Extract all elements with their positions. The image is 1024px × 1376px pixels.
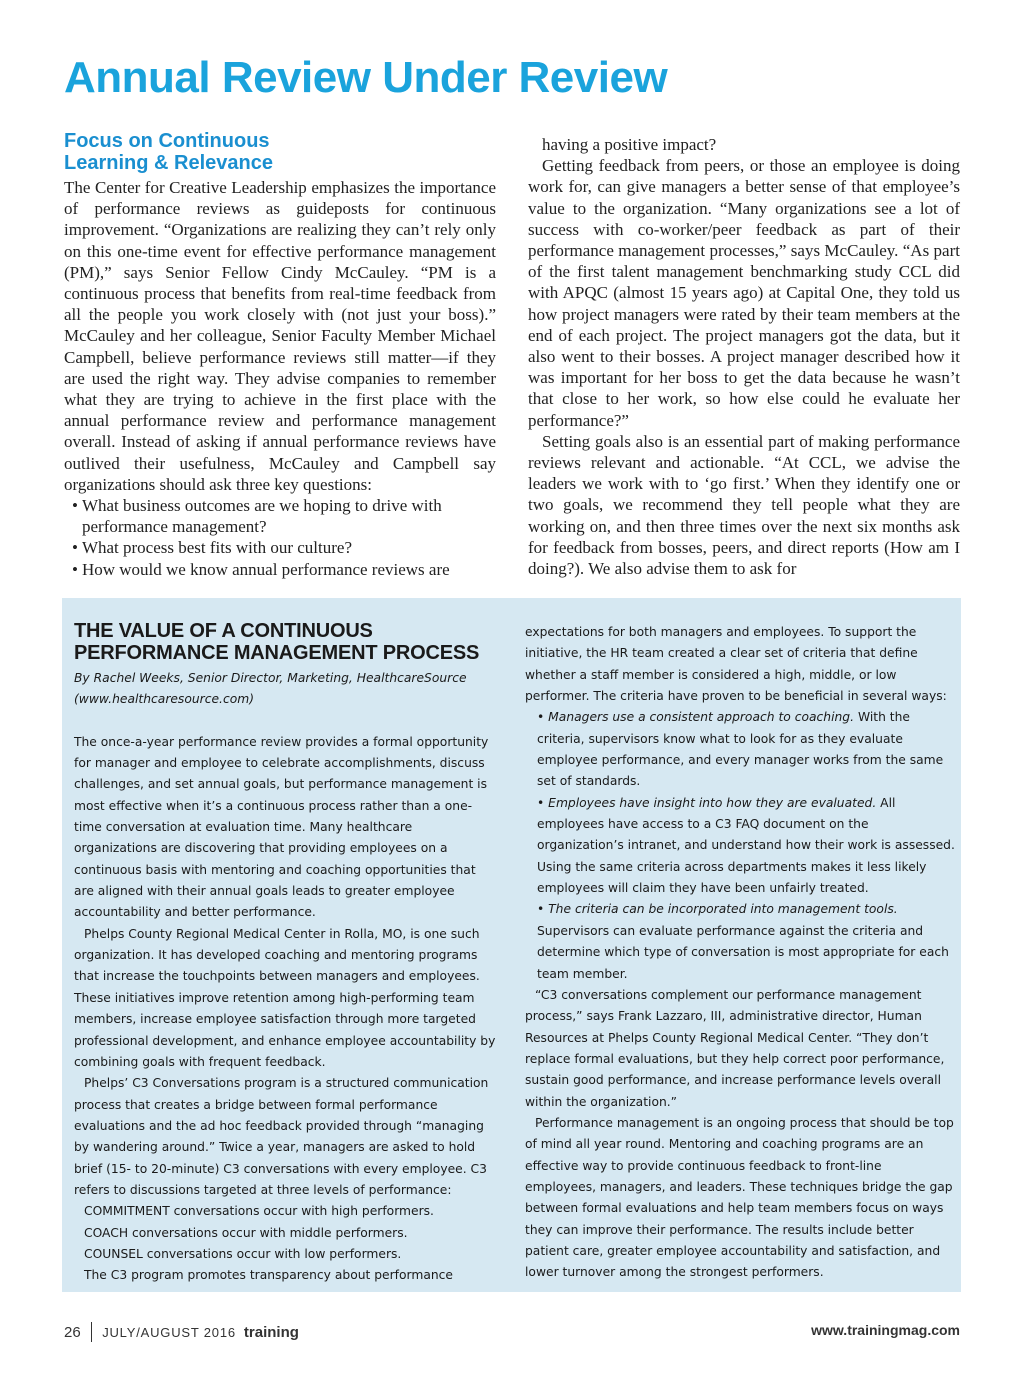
c3-item: COUNSEL conversations occur with low performers.: [84, 1246, 402, 1261]
article-right-column: [528, 134, 960, 579]
sidebar-left-column: [74, 620, 498, 1287]
issue-date: JULY/AUGUST 2016: [102, 1324, 236, 1340]
benefit-bullet: • The criteria can be incorporated into management tools. Supervisors can evaluate performance against the criteria and determine which type of conversation is most appropriate for each team member.: [537, 902, 949, 981]
key-questions-list: [64, 495, 496, 580]
question-item: • How would we know annual performance reviews are: [64, 559, 496, 580]
benefit-title: The criteria can be incorporated into management tools.: [548, 902, 898, 917]
sidebar-paragraph: expectations for both managers and employees. To support the initiative, the HR team created a clear set of criteria that define whether a staff member is considered a high, middle, or low performer. The criteria have proven to be beneficial in several ways:: [525, 625, 947, 704]
sidebar-paragraph: Phelps’ C3 Conversations program is a structured communication process that creates a bridge between formal performance evaluations and the ad hoc feedback provided through “managing by wandering around.” Twice a year, managers are asked to hold brief (15- to 20-minute) C3 conversations with every employee. C3 refers to discussions targeted at three levels of performance:: [74, 1076, 489, 1197]
sidebar-paragraph: “C3 conversations complement our performance management process,” says Frank Lazzaro, III, administrative director, Human Resources at Phelps County Regional Medical Center. “They don’t replace formal evaluations, but they help correct poor performance, sustain good performance, and increase performance levels overall within the organization.”: [525, 987, 945, 1109]
sidebar-heading-line-1: THE VALUE OF A CONTINUOUS: [74, 620, 373, 642]
benefit-text: All employees have access to a C3 FAQ document on the organization’s intranet, and understand how their work is assessed. Using the same criteria across departments makes it less likely employees will claim they have been unfairly treated.: [537, 795, 955, 896]
c3-item: COMMITMENT conversations occur with high performers.: [84, 1204, 434, 1219]
sidebar-heading-line-2: PERFORMANCE MANAGEMENT PROCESS: [74, 642, 480, 664]
question-item: • What process best fits with our culture?: [64, 537, 496, 558]
subhead-line-1: Focus on Continuous: [64, 130, 270, 152]
benefit-text: With the criteria, supervisors know what to look for as they evaluate employee performance, and every manager works from the same set of standards.: [537, 710, 944, 789]
benefit-bullet: • Employees have insight into how they are evaluated. All employees have access to a C3 FAQ document on the organization’s intranet, and understand how their work is assessed. Using the same criteria across departments makes it less likely employees will claim they have been unfairly treated.: [537, 795, 955, 896]
article-paragraph: Setting goals also is an essential part of making performance reviews relevant and actionable. “At CCL, we advise the leaders we work with to ‘go first.’ When they identify one or two goals, we recommend they tell people what they are working on, and then three times over the next six months ask for feedback from bosses, peers, and direct reports (How am I doing?). We also advise them to ask for: [528, 431, 960, 579]
article-paragraph: Getting feedback from peers, or those an employee is doing work for, can give managers a better sense of that employee’s value to the organization. “Many organizations see a lot of success with co-worker/peer feedback as part of their performance management processes,” says McCauley. “As part of the first talent management benchmarking study CCL did with APQC (almost 15 years ago) at Capital One, they told us how project managers were rated by their team members at the end of each project. The project managers got the data, but it also went to their bosses. A project manager described how it was important for her boss to get the data because he wasn’t that close to her work, so how else could he evaluate her performance?”: [528, 156, 960, 430]
sidebar-paragraph: The once-a-year performance review provides a formal opportunity for manager and employee to celebrate accomplishments, discuss challenges, and set annual goals, but performance management is most effective when it’s a continuous process rather than a one-time conversation at evaluation time. Many healthcare organizations are discovering that providing employees on a continuous basis with mentoring and coaching opportunities that are aligned with their annual goals leads to greater employee accountability and better performance.: [74, 734, 489, 920]
page-number: 26: [64, 1323, 81, 1341]
magazine-name: training: [243, 1323, 299, 1341]
website-link[interactable]: www.trainingmag.com: [811, 1322, 960, 1338]
byline: By Rachel Weeks, Senior Director, Marketing, HealthcareSource (www.healthcaresource.com): [74, 671, 467, 707]
article-continuation: having a positive impact?: [542, 135, 717, 154]
page-title: Annual Review Under Review: [64, 53, 668, 102]
sidebar-right-column: [525, 622, 955, 1284]
sidebar-box: [62, 598, 961, 1292]
sidebar-paragraph: The C3 program promotes transparency about performance: [84, 1268, 454, 1283]
article-paragraph: The Center for Creative Leadership emphasizes the importance of performance reviews as guideposts for continuous improvement. “Organizations are realizing they can’t rely only on this one-time event for effective performance management (PM),” says Senior Fellow Cindy McCauley. “PM is a continuous process that benefits from real-time feedback from all the people you work closely with (not just your boss).” McCauley and her colleague, Senior Faculty Member Michael Campbell, believe performance reviews still matter—if they are used the right way. They advise companies to remember what they are trying to achieve in the first place with the annual performance review and performance management overall. Instead of asking if annual performance reviews have outlived their usefulness, McCauley and Campbell say organizations should ask three key questions:: [64, 178, 496, 494]
benefit-text: Supervisors can evaluate performance against the criteria and determine which type of conversation is most appropriate for each team member.: [537, 923, 949, 981]
sidebar-paragraph: Phelps County Regional Medical Center in Rolla, MO, is one such organization. It has developed coaching and mentoring programs that increase the touchpoints between managers and employees. These initiatives improve retention among high-performing team members, increase employee satisfaction through more targeted professional development, and enhance employee accountability by combining goals with frequent feedback.: [74, 926, 496, 1069]
article-left-column: [64, 130, 496, 580]
sidebar-heading: [74, 620, 498, 664]
benefit-title: Employees have insight into how they are evaluated.: [548, 795, 877, 810]
sidebar-paragraph: Performance management is an ongoing process that should be top of mind all year round. Mentoring and coaching programs are an effective way to provide continuous feedback to front-line employees, managers, and leaders. These techniques bridge the gap between formal evaluations and help team members focus on ways they can improve their performance. The results include better patient care, greater employee accountability and satisfaction, and lower turnover among the strongest performers.: [525, 1115, 954, 1280]
section-subhead: [64, 130, 496, 174]
question-item: • What business outcomes are we hoping to drive with performance management?: [64, 495, 496, 537]
footer-divider: [91, 1322, 93, 1342]
benefit-title: Managers use a consistent approach to coaching.: [548, 710, 855, 725]
footer-left: [64, 1322, 299, 1342]
c3-item: COACH conversations occur with middle performers.: [84, 1225, 408, 1240]
benefit-bullet: • Managers use a consistent approach to coaching. With the criteria, supervisors know what to look for as they evaluate employee performance, and every manager works from the same set of standards.: [537, 710, 944, 789]
subhead-line-2: Learning & Relevance: [64, 152, 273, 174]
